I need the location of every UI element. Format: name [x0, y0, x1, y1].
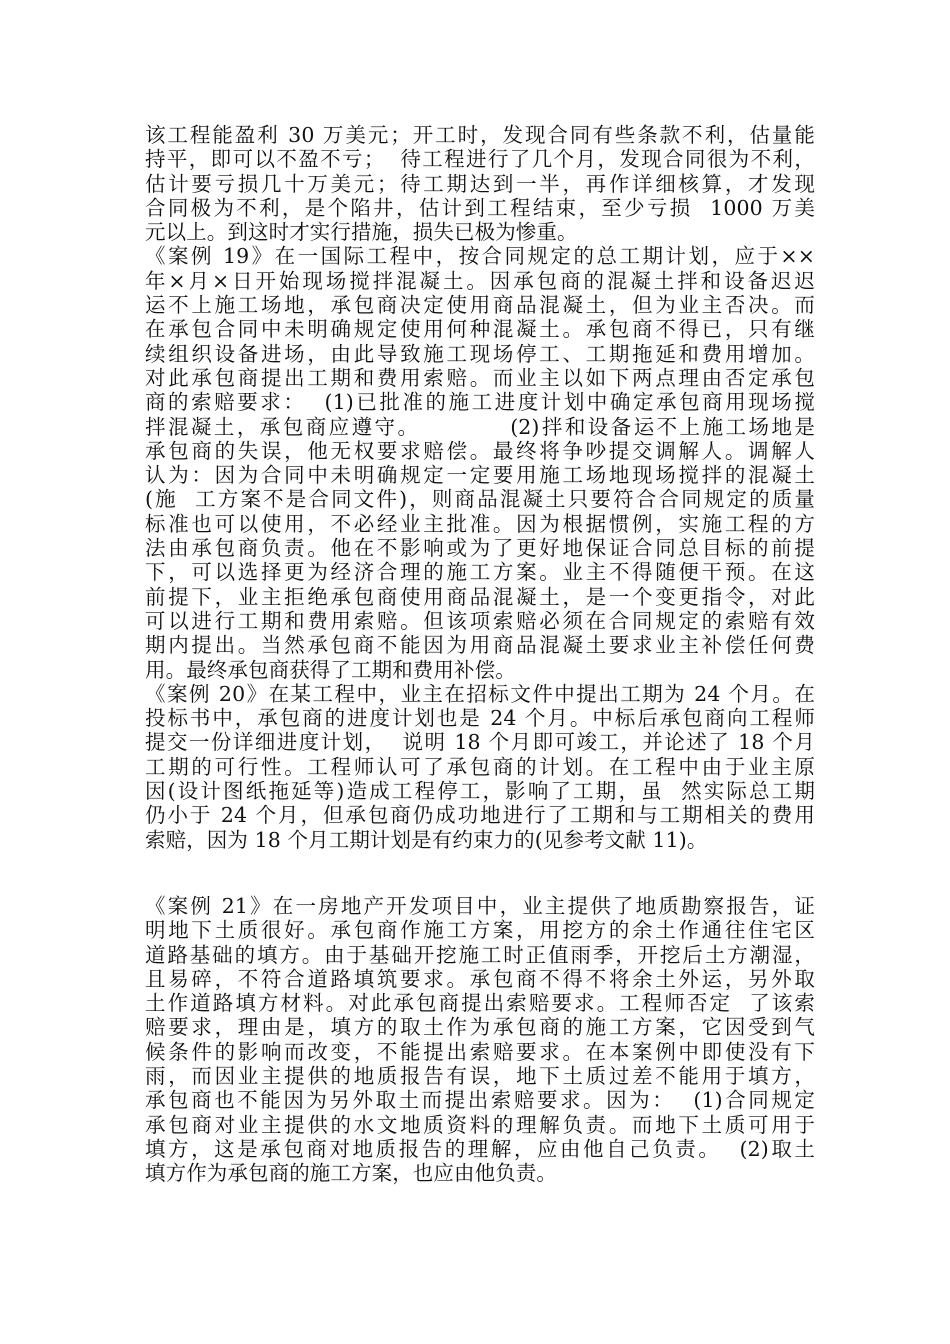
- text-line: 该工程能盈利 30 万美元；开工时，发现合同有些条款不利，估量能: [145, 123, 815, 147]
- text-line: 运不上施工场地，承包商决定使用商品混凝土，但为业主否决。而: [145, 293, 815, 318]
- text-line: 承包商也不能因为另外取土而提出索赔要求。因为： (1)合同规定: [145, 1088, 815, 1113]
- text-line: 用。最终承包商获得了工期和费用补偿。: [145, 657, 516, 682]
- text-line: 期内提出。当然承包商不能因为用商品混凝土要求业主补偿任何费: [145, 633, 815, 658]
- text-line: 商的索赔要求： (1)已批准的施工进度计划中确定承包商用现场搅: [145, 390, 815, 415]
- text-line: 仍小于 24 个月，但承包商仍成功地进行了工期和与工期相关的费用: [145, 803, 815, 828]
- text-line: 《案例 21》在一房地产开发项目中，业主提供了地质勘察报告，证: [145, 894, 815, 918]
- text-line: 在承包合同中未明确规定使用何种混凝土。承包商不得已，只有继: [145, 317, 815, 342]
- text-line: 提交一份详细进度计划， 说明 18 个月即可竣工，并论述了 18 个月: [145, 730, 815, 755]
- text-line: 年×月×日开始现场搅拌混凝土。因承包商的混凝土拌和设备迟迟: [145, 268, 815, 293]
- text-line: 工期的可行性。工程师认可了承包商的计划。在工程中由于业主原: [145, 754, 815, 779]
- text-line: 索赔，因为 18 个月工期计划是有约束力的(见参考文献 11)。: [145, 827, 708, 852]
- text-line: 明地下土质很好。承包商作施工方案，用挖方的余土作通往住宅区: [145, 918, 815, 943]
- text-line: 前提下，业主拒绝承包商使用商品混凝土，是一个变更指令，对此: [145, 584, 815, 609]
- text-line: 可以进行工期和费用索赔。但该项索赔必须在合同规定的索赔有效: [145, 608, 815, 633]
- text-line: 标准也可以使用，不必经业主批准。因为根据惯例，实施工程的方: [145, 511, 815, 536]
- body-text-block-1: [145, 123, 815, 852]
- text-line: 拌混凝土，承包商应遵守。 (2)拌和设备运不上施工场地是: [145, 414, 815, 439]
- text-line: 承包商的失误，他无权要求赔偿。最终将争吵提交调解人。调解人: [145, 438, 815, 463]
- text-line: 法由承包商负责。他在不影响或为了更好地保证合同总目标的前提: [145, 536, 815, 561]
- text-line: 承包商对业主提供的水文地质资料的理解负责。而地下土质可用于: [145, 1112, 815, 1137]
- text-line: 且易碎，不符合道路填筑要求。承包商不得不将余土外运，另外取: [145, 966, 815, 991]
- text-line: 对此承包商提出工期和费用索赔。而业主以如下两点理由否定承包: [145, 365, 815, 390]
- text-line: 因(设计图纸拖延等)造成工程停工，影响了工期，虽 然实际总工期: [145, 779, 815, 804]
- text-line: (施 工方案不是合同文件)，则商品混凝土只要符合合同规定的质量: [145, 487, 815, 512]
- text-line: 土作道路填方材料。对此承包商提出索赔要求。工程师否定 了该索: [145, 991, 815, 1016]
- text-line: 赔要求，理由是，填方的取土作为承包商的施工方案，它因受到气: [145, 1015, 815, 1040]
- text-line: 填方，这是承包商对地质报告的理解，应由他自己负责。 (2)取土: [145, 1136, 815, 1161]
- text-line: 续组织设备进场，由此导致施工现场停工、工期拖延和费用增加。: [145, 341, 815, 366]
- text-line: 填方作为承包商的施工方案，也应由他负责。: [145, 1161, 557, 1186]
- text-line: 雨，而因业主提供的地质报告有误，地下土质过差不能用于填方，: [145, 1064, 815, 1089]
- text-line: 认为：因为合同中未明确规定一定要用施工场地现场搅拌的混凝土: [145, 463, 815, 488]
- text-line: 下，可以选择更为经济合理的施工方案。业主不得随便干预。在这: [145, 560, 815, 585]
- text-line: 合同极为不利，是个陷井，估计到工程结束，至少亏损 1000 万美: [145, 195, 815, 220]
- text-line: 《案例 20》在某工程中，业主在招标文件中提出工期为 24 个月。在: [145, 681, 815, 706]
- text-line: 候条件的影响而改变，不能提出索赔要求。在本案例中即使没有下: [145, 1039, 815, 1064]
- text-line: 元以上。到这时才实行措施，损失已极为惨重。: [145, 220, 578, 245]
- text-line: 估计要亏损几十万美元；待工期达到一半，再作详细核算，才发现: [145, 171, 815, 196]
- body-text-block-2: [145, 894, 815, 1186]
- text-line: 持平，即可以不盈不亏； 待工程进行了几个月，发现合同很为不利，: [145, 147, 815, 172]
- text-line: 道路基础的填方。由于基础开挖施工时正值雨季，开挖后土方潮湿，: [145, 942, 815, 967]
- text-line: 投标书中，承包商的进度计划也是 24 个月。中标后承包商向工程师: [145, 706, 815, 731]
- text-line: 《案例 19》在一国际工程中，按合同规定的总工期计划，应于××: [145, 244, 815, 269]
